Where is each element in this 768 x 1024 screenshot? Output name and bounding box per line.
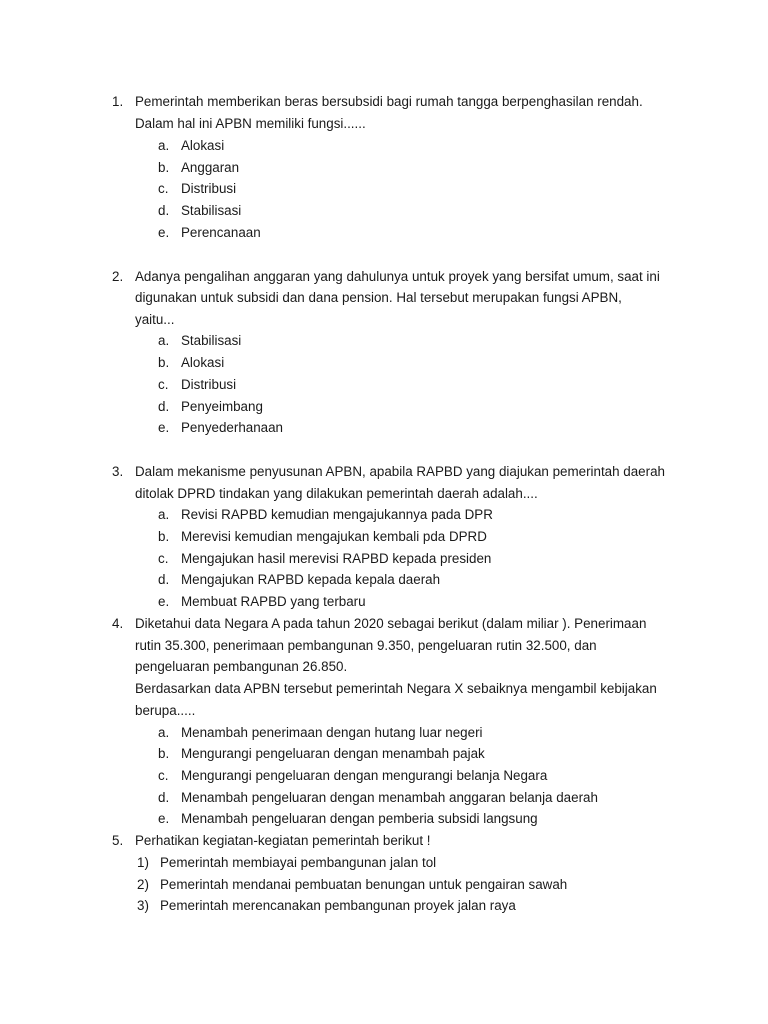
option-label: d.: [158, 790, 170, 805]
question-text: Perhatikan kegiatan-kegiatan pemerintah berikut !: [135, 833, 431, 848]
option-label: c.: [158, 377, 169, 392]
option-label: e.: [158, 225, 170, 240]
question-number: 5.: [112, 833, 124, 848]
question-text: pengeluaran pembangunan 26.850.: [135, 659, 348, 674]
option-label: a.: [158, 333, 170, 348]
question-text: digunakan untuk subsidi dan dana pension. Hal tersebut merupakan fungsi APBN,: [135, 290, 622, 305]
question-text: Diketahui data Negara A pada tahun 2020 sebagai berikut (dalam miliar ). Penerimaan: [135, 616, 647, 631]
question-text: Adanya pengalihan anggaran yang dahulunya untuk proyek yang bersifat umum, saat ini: [135, 269, 660, 284]
option-text: Stabilisasi: [181, 203, 242, 218]
option-text: Menambah pengeluaran dengan pemberia subsidi langsung: [181, 811, 538, 826]
option-text: Anggaran: [181, 160, 240, 175]
option-text: Alokasi: [181, 355, 225, 370]
question-text: yaitu...: [135, 312, 175, 327]
option-label: a.: [158, 507, 170, 522]
option-label: b.: [158, 160, 170, 175]
option-label: d.: [158, 203, 170, 218]
option-label: d.: [158, 572, 170, 587]
option-text: Alokasi: [181, 138, 225, 153]
question-text: ditolak DPRD tindakan yang dilakukan pemerintah daerah adalah....: [135, 486, 538, 501]
option-label: a.: [158, 725, 170, 740]
option-text: Mengajukan RAPBD kepada kepala daerah: [181, 572, 441, 587]
option-text: Penyeimbang: [181, 399, 263, 414]
question-text: rutin 35.300, penerimaan pembangunan 9.350, pengeluaran rutin 32.500, dan: [135, 638, 597, 653]
statement-label: 3): [137, 898, 149, 913]
question-text: Dalam hal ini APBN memiliki fungsi......: [135, 116, 366, 131]
option-label: e.: [158, 811, 170, 826]
option-label: b.: [158, 355, 170, 370]
option-text: Perencanaan: [181, 225, 261, 240]
option-text: Penyederhanaan: [181, 420, 284, 435]
option-label: e.: [158, 594, 170, 609]
option-label: c.: [158, 181, 169, 196]
option-label: e.: [158, 420, 170, 435]
question-text: Pemerintah memberikan beras bersubsidi bagi rumah tangga berpenghasilan rendah.: [135, 94, 643, 109]
option-text: Membuat RAPBD yang terbaru: [181, 594, 366, 609]
statement-text: Pemerintah merencanakan pembangunan proyek jalan raya: [160, 898, 516, 913]
option-label: c.: [158, 768, 169, 783]
option-text: Menambah pengeluaran dengan menambah anggaran belanja daerah: [181, 790, 598, 805]
option-text: Menambah penerimaan dengan hutang luar negeri: [181, 725, 483, 740]
option-text: Distribusi: [181, 181, 237, 196]
question-number: 2.: [112, 269, 124, 284]
question-number: 4.: [112, 616, 124, 631]
question-text: Dalam mekanisme penyusunan APBN, apabila RAPBD yang diajukan pemerintah daerah: [135, 464, 665, 479]
option-label: d.: [158, 399, 170, 414]
question-number: 1.: [112, 94, 124, 109]
question-text: Berdasarkan data APBN tersebut pemerintah Negara X sebaiknya mengambil kebijakan: [135, 681, 657, 696]
option-label: a.: [158, 138, 170, 153]
option-text: Stabilisasi: [181, 333, 242, 348]
option-text: Revisi RAPBD kemudian mengajukannya pada DPR: [181, 507, 493, 522]
statement-text: Pemerintah membiayai pembangunan jalan tol: [160, 855, 437, 870]
statement-text: Pemerintah mendanai pembuatan benungan untuk pengairan sawah: [160, 877, 568, 892]
option-text: Distribusi: [181, 377, 237, 392]
question-text: berupa.....: [135, 703, 196, 718]
option-text: Mengurangi pengeluaran dengan mengurangi belanja Negara: [181, 768, 548, 783]
option-text: Mengajukan hasil merevisi RAPBD kepada presiden: [181, 551, 492, 566]
question-number: 3.: [112, 464, 124, 479]
option-label: c.: [158, 551, 169, 566]
option-label: b.: [158, 529, 170, 544]
option-text: Mengurangi pengeluaran dengan menambah pajak: [181, 746, 485, 761]
statement-label: 2): [137, 877, 149, 892]
option-label: b.: [158, 746, 170, 761]
statement-label: 1): [137, 855, 149, 870]
option-text: Merevisi kemudian mengajukan kembali pda DPRD: [181, 529, 487, 544]
